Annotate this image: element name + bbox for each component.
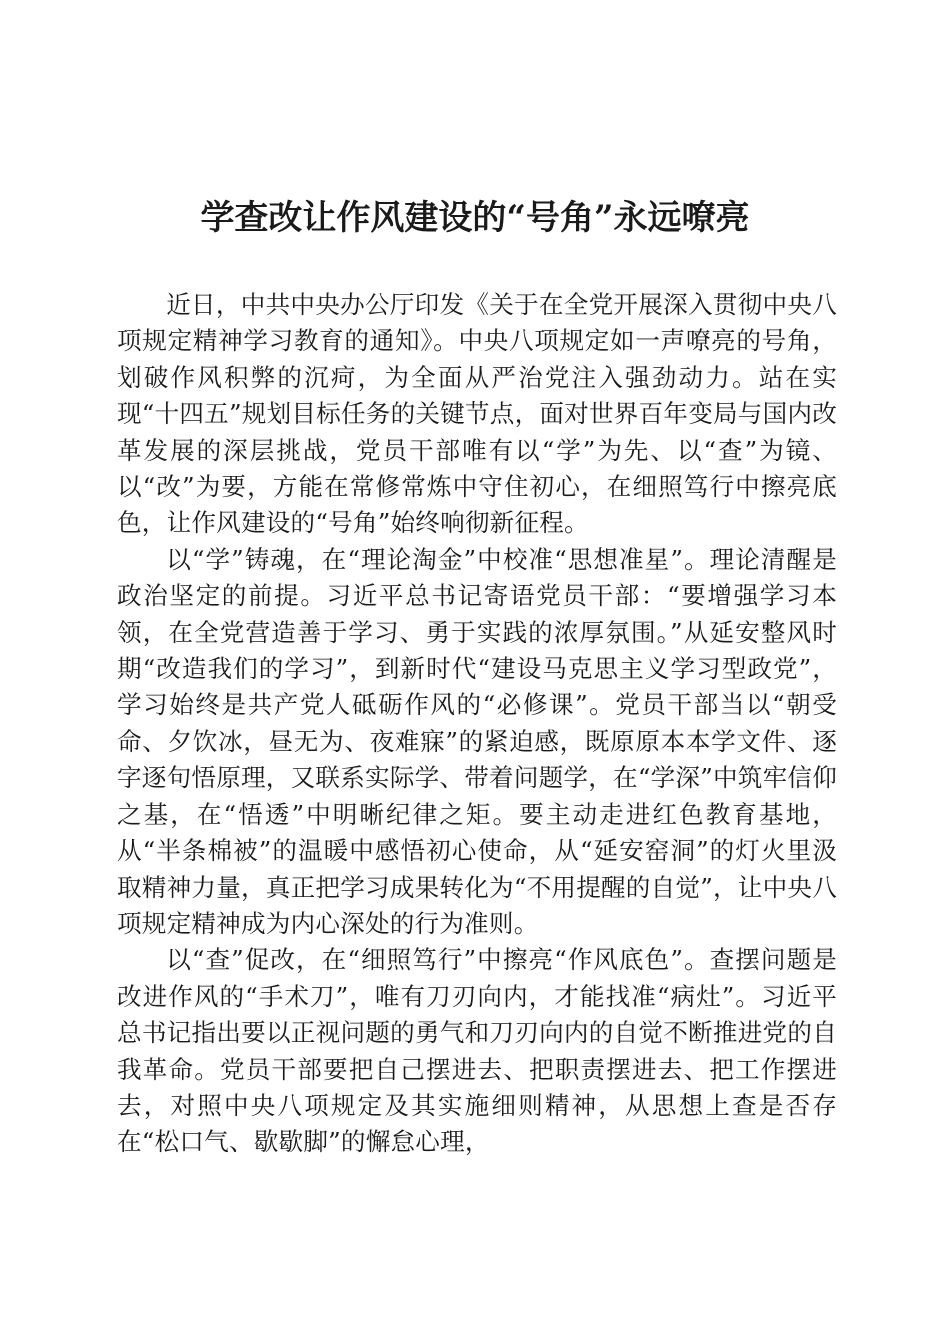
document-title: 学查改让作风建设的“号角”永远嘹亮 <box>200 198 750 238</box>
paragraph-intro: 近日，中共中央办公厅印发《关于在全党开展深入贯彻中央八项规定精神学习教育的通知》。中央八项规定如一声嘹亮的号角，划破作风积弊的沉疴，为全面从严治党注入强劲动力。站在实现“十四五”规划目标任务的关键节点，面对世界百年变局与国内改革发展的深层挑战，党员干部唯有以“学”为先、以“查”为镜、以“改”为要，方能在常修常炼中守住初心，在细照笃行中擦亮底色，让作风建设的“号角”始终响彻新征程。 <box>117 290 837 538</box>
document-body <box>117 287 837 1161</box>
paragraph-study: 以“学”铸魂，在“理论淘金”中校准“思想准星”。理论清醒是政治坚定的前提。习近平总书记寄语党员干部：“要增强学习本领，在全党营造善于学习、勇于实践的浓厚氛围。”从延安整风时期“改造我们的学习”，到新时代“建设马克思主义学习型政党”，学习始终是共产党人砥砺作风的“必修课”。党员干部当以“朝受命、夕饮冰，昼无为、夜难寐”的紧迫感，既原原本本学文件、逐字逐句悟原理，又联系实际学、带着问题学，在“学深”中筑牢信仰之基，在“悟透”中明晰纪律之矩。要主动走进红色教育基地，从“半条棉被”的温暖中感悟初心使命，从“延安窑洞”的灯火里汲取精神力量，真正把学习成果转化为“不用提醒的自觉”，让中央八项规定精神成为内心深处的行为准则。 <box>117 544 837 938</box>
paragraph-inspect: 以“查”促改，在“细照笃行”中擦亮“作风底色”。查摆问题是改进作风的“手术刀”，唯有刀刃向内，才能找准“病灶”。习近平总书记指出要以正视问题的勇气和刀刃向内的自觉不断推进党的自我革命。党员干部要把自己摆进去、把职责摆进去、把工作摆进去，对照中央八项规定及其实施细则精神，从思想上查是否存在“松口气、歇歇脚”的懈怠心理， <box>117 945 837 1157</box>
